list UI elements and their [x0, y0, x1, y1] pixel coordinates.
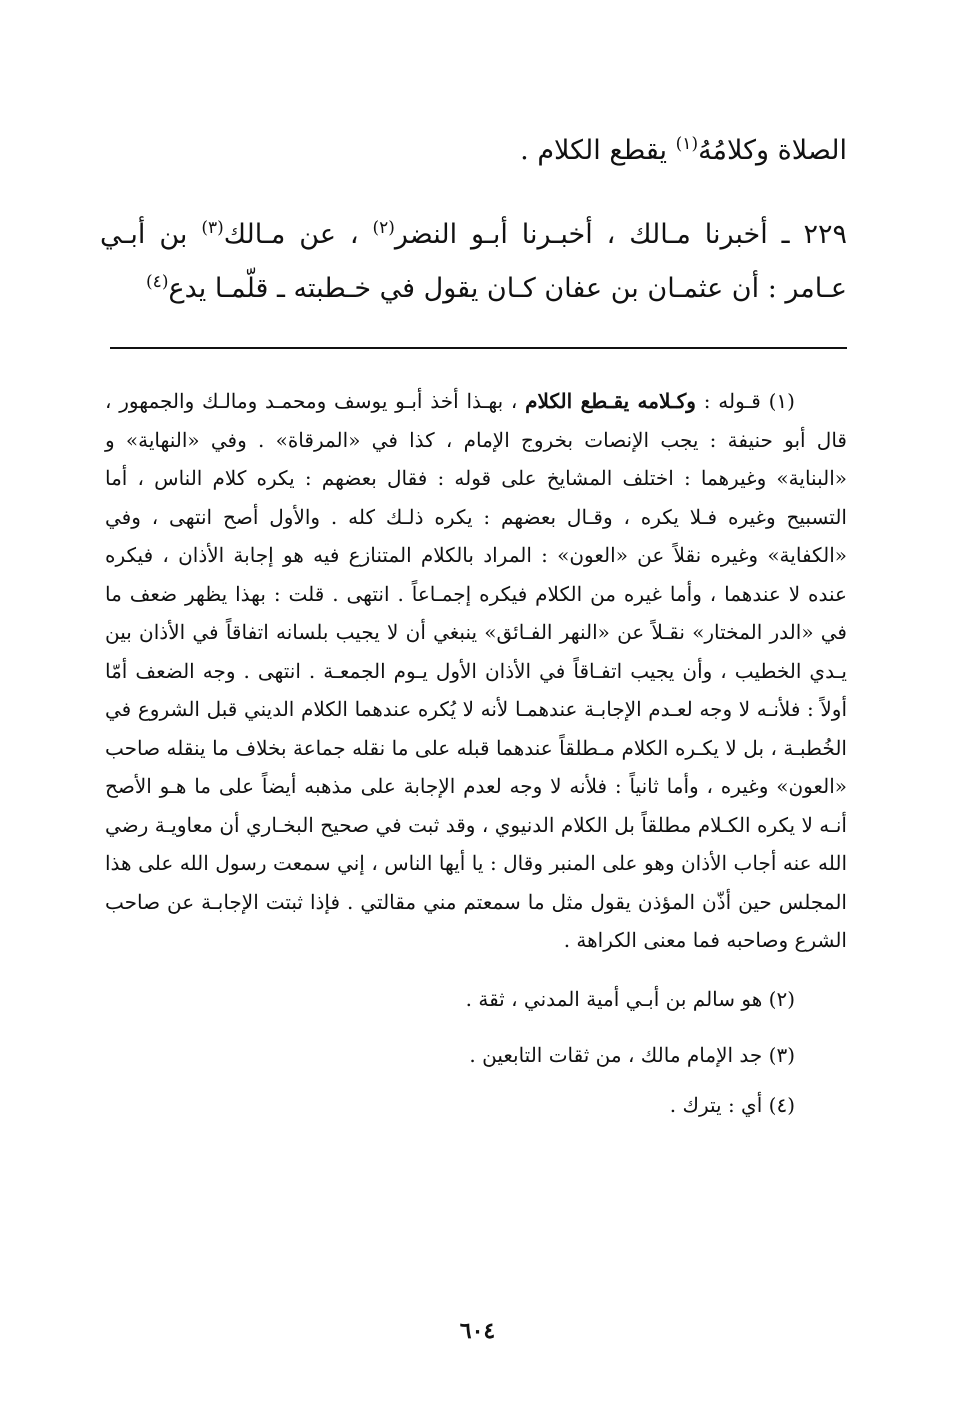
hadith-paragraph	[100, 208, 847, 316]
hadith-text-b: ، عن مـالك	[223, 219, 373, 250]
footnote-2	[105, 982, 847, 1016]
page-number: ٦٠٤	[459, 1318, 496, 1344]
footnote-ref-3: (٣)	[201, 218, 224, 238]
footnote-3-marker: (٣)	[768, 1042, 795, 1067]
footnote-1	[105, 382, 847, 960]
footnote-ref-2: (٢)	[372, 218, 395, 238]
footnote-1-body: ، بهـذا أخذ أبـو يوسف ومحمـد ومالـك والجمهور ، قال أبو حنيفة : يجب الإنصات بخروج الإمام ، كذا في «المرقاة» . وفي «النهاية» و «البناية» وغيرهما : اختلف المشايخ على قوله : فقال بعضهم : يكره كلام الناس ، أما التسبيح وغيره فـلا يكره ، وقـال بعضهم : يكره ذلـك كله . والأول أصح انتهى ، وفي «الكفاية» وغيره نقلاً عن «العون» : المراد بالكلام المتنازع فيه هو إجابة الأذان ، فيكره عنده لا عندهما ، وأما غيره من الكلام فيكره إجمـاعاً . انتهى . قلت : بهذا يظهر ضعف ما في «الدر المختار» نقـلاً عن «النهر الفـائق» ينبغي أن لا يجيب بلسانه اتفاقاً في الأذان بين يـدي الخطيب ، وأن يجيب اتفـاقاً في الأذان الأول يـوم الجمعـة . انتهى . وجه الضعف أمّا أولاً : فلأنـه لا وجه لعـدم الإجابـة عندهمـا لأنه لا يُكره عندهما الكلام الديني قبل الشروع في الخُطبـة ، بل لا يكـره الكلام مـطلقاً عندهما قبله على ما نقله جماعة بخلاف ما ينقله صاحب «العون» وغيره ، وأما ثانياً : فلأنه لا وجه لعدم الإجابة على مذهبه أيضاً على ما هـو الأصح أنـه لا يكره الكـلام مطلقاً بل الكلام الدنيوي ، وقد ثبت في صحيح البخـاري أن معاويـة رضي الله عنه أجاب الأذان وهو على المنبر وقال : يا أيها الناس ، إني سمعت رسول الله على هذا المجلس حين أذّن المؤذن يقول مثل ما سمعتم مني مقالتي . فإذا ثبتت الإجابـة عن صاحب الشرع وصاحبه فما معنى الكراهة .	[105, 389, 847, 952]
footnote-separator	[110, 347, 847, 349]
footnote-1-heading: وكـلامه يقـطع الكلام	[525, 389, 696, 413]
hadith-number: ٢٢٩ ـ	[781, 219, 847, 250]
footnote-3-text: جد الإمام مالك ، من ثقات التابعين .	[469, 1042, 769, 1067]
footnote-2-text: هو سالم بن أبـي أمية المدني ، ثقة .	[465, 986, 769, 1011]
footnote-4-text: أي : يترك .	[669, 1092, 769, 1117]
main-text-start: الصلاة وكلامُهُ	[698, 135, 847, 166]
hadith-text-a: أخبرنا مـالك ، أخبـرنا أبـو النضر	[394, 219, 782, 250]
main-text-line	[100, 135, 847, 166]
footnote-1-intro: قـوله :	[695, 389, 769, 413]
footnote-ref-4: (٤)	[146, 272, 169, 292]
footnote-3	[105, 1038, 847, 1072]
footnotes-section	[105, 382, 847, 1122]
footnote-1-marker: (١)	[768, 389, 795, 413]
footnote-4	[105, 1088, 847, 1122]
footnote-ref-1: (١)	[675, 134, 699, 154]
main-text-end: يقطع الكلام .	[520, 135, 676, 166]
hadith-text-c: بن أبـي عـامر : أن عثمـان بن عفان كـان يقول في خـطبته ـ قلّمـا يدع	[100, 219, 847, 304]
footnote-4-marker: (٤)	[768, 1092, 795, 1117]
footnote-2-marker: (٢)	[768, 986, 795, 1011]
